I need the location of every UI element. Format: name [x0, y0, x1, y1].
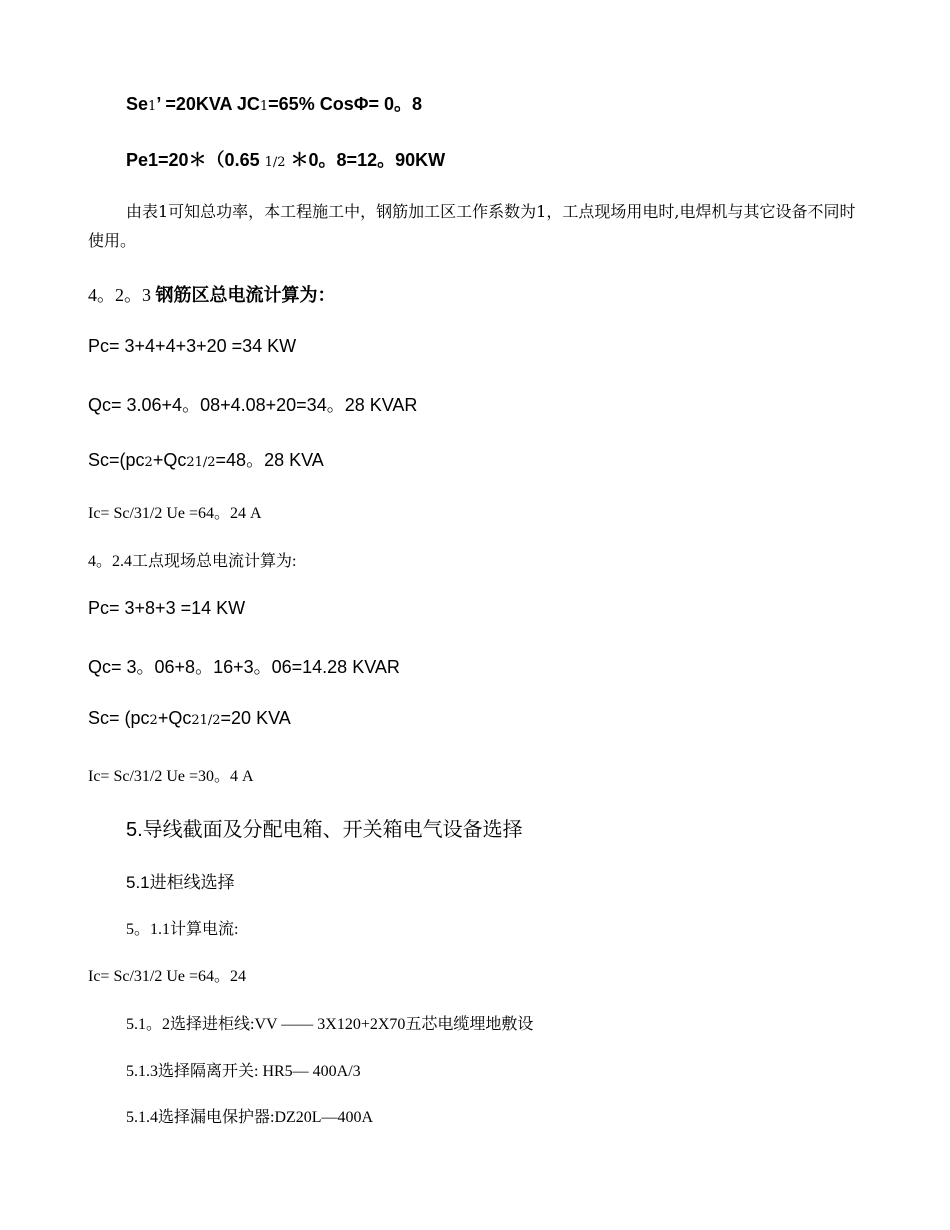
text: 1 — [148, 99, 157, 114]
text: 2 — [149, 713, 158, 728]
text: 4。2。3 — [88, 285, 156, 305]
text: +Qc — [157, 708, 192, 728]
formula-qc1: Qc= 3.06+4。08+4.08+20=34。28 KVAR — [88, 395, 418, 415]
text: 1 — [259, 99, 269, 114]
section-heading-5: 5.导线截面及分配电箱、开关箱电气设备选择 — [126, 819, 523, 841]
text: 钢筋区总电流计算为： — [155, 285, 336, 305]
formula-pc1: Pc= 3+4+4+3+20 =34 KW — [88, 336, 297, 356]
section-heading-4-2-3 — [88, 281, 336, 307]
section-heading-5-1-4: 5.1.4选择漏电保护器:DZ20L—400A — [126, 1109, 374, 1126]
text: 2 — [144, 455, 153, 470]
formula-qc2: Qc= 3。06+8。16+3。06=14.28 KVAR — [88, 657, 400, 677]
section-heading-5-1: 5.1进柜线选择 — [126, 873, 235, 892]
formula-sc2 — [88, 708, 291, 729]
formula-sc1 — [88, 446, 324, 472]
text: 2 — [186, 455, 195, 470]
text: 1/2 — [194, 455, 216, 470]
text: Sc=(pc — [88, 450, 145, 470]
text: 1/2 — [264, 155, 286, 170]
text: ’ =20KVA JC — [156, 94, 260, 114]
text: Se — [126, 94, 149, 114]
formula-ic3: Ic= Sc/31/2 Ue =64。24 — [88, 968, 247, 985]
text: ＊0。8=12。90KW — [285, 150, 446, 170]
section-heading-4-2-4: 4。2.4工点现场总电流计算为: — [88, 553, 297, 570]
text: =48。28 KVA — [215, 450, 324, 470]
formula-pe1 — [126, 146, 445, 172]
text: +Qc — [152, 450, 187, 470]
formula-pc2: Pc= 3+8+3 =14 KW — [88, 598, 246, 618]
formula-ic1: Ic= Sc/31/2 Ue =64。24 A — [88, 505, 262, 522]
text: =20 KVA — [220, 708, 291, 728]
formula-se1 — [126, 90, 422, 116]
text: 2 — [191, 713, 200, 728]
text: =65% CosΦ= 0。8 — [268, 94, 423, 114]
section-heading-5-1-2: 5.1。2选择进柜线:VV —— 3X120+2X70五芯电缆埋地敷设 — [126, 1016, 534, 1033]
section-heading-5-1-3: 5.1.3选择隔离开关: HR5— 400A/3 — [126, 1063, 361, 1080]
paragraph-power-note: 由表1可知总功率，本工程施工中，钢筋加工区工作系数为1，工点现场用电时,电焊机与其它设备不同时使用。 — [88, 202, 856, 250]
text: Sc= (pc — [88, 708, 150, 728]
formula-ic2: Ic= Sc/31/2 Ue =30。4 A — [88, 768, 254, 785]
section-heading-5-1-1: 5。1.1计算电流: — [126, 921, 239, 938]
text: 1/2 — [199, 713, 221, 728]
text: Pe1=20＊（0.65 — [126, 150, 265, 170]
